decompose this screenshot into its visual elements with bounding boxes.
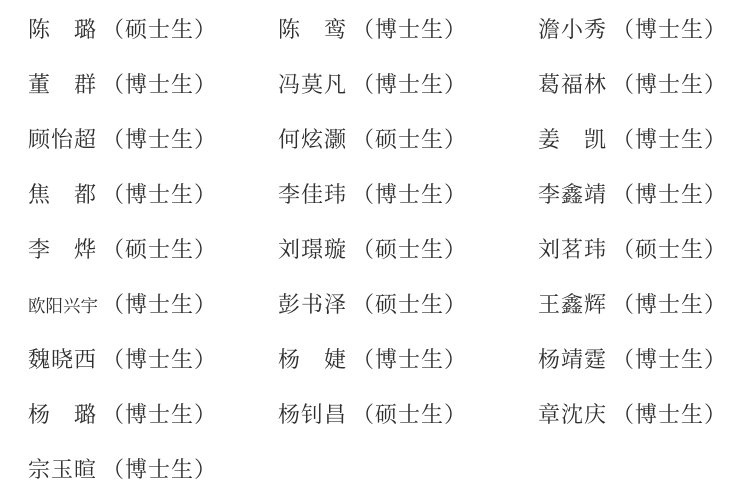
student-name: 欧阳兴宇 [28, 295, 98, 316]
student-name: 王鑫辉 [538, 291, 608, 317]
student-name: 葛福林 [538, 71, 608, 97]
student-degree: （博士生） [102, 181, 218, 207]
student-name: 宗玉暄 [28, 456, 98, 482]
student-degree: （博士生） [102, 126, 218, 152]
student-entry [538, 126, 748, 152]
student-entry [278, 291, 538, 317]
student-name: 杨 璐 [28, 401, 98, 427]
student-degree: （博士生） [612, 291, 728, 317]
student-name: 李佳玮 [278, 181, 348, 207]
student-degree: （硕士生） [352, 291, 468, 317]
student-name: 何炫灏 [278, 126, 348, 152]
student-entry [28, 291, 278, 317]
student-entry [28, 71, 278, 97]
student-degree: （硕士生） [102, 16, 218, 42]
student-degree: （博士生） [612, 126, 728, 152]
student-name: 澹小秀 [538, 16, 608, 42]
student-degree: （博士生） [352, 16, 468, 42]
student-name: 焦 都 [28, 181, 98, 207]
student-degree: （博士生） [612, 346, 728, 372]
student-entry [538, 291, 748, 317]
student-name: 顾怡超 [28, 126, 98, 152]
student-degree: （博士生） [102, 291, 218, 317]
student-name: 冯莫凡 [278, 71, 348, 97]
student-degree: （硕士生） [352, 236, 468, 262]
student-name: 姜 凯 [538, 126, 608, 152]
student-degree: （博士生） [102, 401, 218, 427]
student-entry [28, 456, 278, 482]
student-degree: （博士生） [102, 456, 218, 482]
student-name: 陈 鸾 [278, 16, 348, 42]
student-degree: （硕士生） [612, 236, 728, 262]
student-entry [278, 181, 538, 207]
student-degree: （硕士生） [352, 126, 468, 152]
student-entry [28, 181, 278, 207]
student-name: 李鑫靖 [538, 181, 608, 207]
student-degree: （博士生） [352, 181, 468, 207]
student-name: 章沈庆 [538, 401, 608, 427]
student-name: 彭书泽 [278, 291, 348, 317]
student-degree: （硕士生） [352, 401, 468, 427]
student-entry [28, 346, 278, 372]
student-degree: （博士生） [102, 346, 218, 372]
student-degree: （博士生） [352, 346, 468, 372]
student-entry [278, 346, 538, 372]
student-name: 刘茗玮 [538, 236, 608, 262]
student-degree: （硕士生） [102, 236, 218, 262]
student-entry [278, 71, 538, 97]
student-entry [538, 346, 748, 372]
student-degree: （博士生） [612, 181, 728, 207]
student-degree: （博士生） [352, 71, 468, 97]
student-entry [278, 126, 538, 152]
student-entry [278, 236, 538, 262]
student-entry [28, 401, 278, 427]
student-entry [28, 126, 278, 152]
student-entry [538, 401, 748, 427]
student-name: 杨 婕 [278, 346, 348, 372]
student-entry [538, 71, 748, 97]
student-name: 刘璟璇 [278, 236, 348, 262]
student-entry [538, 16, 748, 42]
student-name: 魏晓西 [28, 346, 98, 372]
student-degree: （博士生） [612, 401, 728, 427]
student-entry [538, 181, 748, 207]
student-entry [28, 236, 278, 262]
student-entry [278, 401, 538, 427]
student-name: 杨靖霆 [538, 346, 608, 372]
student-entry [278, 16, 538, 42]
student-name: 陈 璐 [28, 16, 98, 42]
student-name: 董 群 [28, 71, 98, 97]
student-name: 杨钊昌 [278, 401, 348, 427]
student-degree: （博士生） [102, 71, 218, 97]
student-entry [538, 236, 748, 262]
student-degree: （博士生） [612, 16, 728, 42]
student-entry [28, 16, 278, 42]
student-degree: （博士生） [612, 71, 728, 97]
student-name: 李 烨 [28, 236, 98, 262]
